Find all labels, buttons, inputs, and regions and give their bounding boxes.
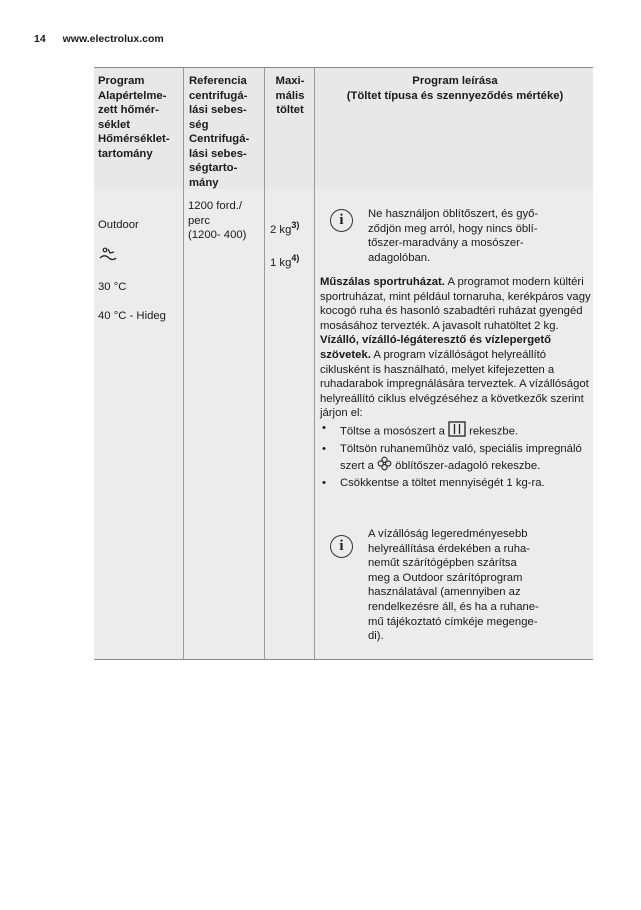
instruction-list [320,421,592,490]
footnote-ref: 4) [291,253,300,264]
max-load-cell [270,203,314,271]
description-paragraph: Vízálló, vízálló-légáteresztő és vízlepergető szövetek. A program vízállóságot helyreállító ciklusként is használható, melyet kifejezetten a ruhadarabok impregnálására terveztek. A vízállóságot helyreállító ciklus elvégzéséhez a következők szerint járjon el: [320,334,589,420]
site-url: www.electrolux.com [62,33,164,45]
max-load-value: 2 kg [270,223,292,236]
info-note: A vízállóság legeredményesebb helyreállítása érdekében a ruha- neműt szárítógépben szárítsa meg a Outdoor szárítóprogram használatával (amennyiben az rendelkezésre áll, és ha a ruhane- mű tájékoztató címkéje megenge- di). [368,528,539,643]
program-description [320,275,592,490]
main-wash-compartment-icon [448,421,466,442]
info-note: Ne használjon öblítőszert, és győ- ződjön meg arról, hogy nincs öblí- tőszer-maradvány a mosószer- adagolóban. [368,208,539,264]
info-icon: i [330,209,353,232]
spin-speed: 1200 ford./ perc (1200- 400) [188,200,247,241]
column-divider [314,189,315,659]
column-header-program: Program Alapértelme- zett hőmér- séklet Hőmérséklet- tartomány [98,75,170,160]
page-header [34,33,164,45]
max-load-value: 1 kg [270,257,292,270]
temperature-range: 40 °C - Hideg [98,309,166,322]
info-icon: i [330,535,353,558]
column-divider [183,68,184,189]
column-header-spin: Referencia centrifugá- lási sebes- ség Centrifugá- lási sebes- ségtarto- mány [189,75,250,189]
program-name: Outdoor [98,218,139,231]
list-item: • Töltse a mosószert a rekeszbe. [320,421,592,442]
list-item: • Csökkentse a töltet mennyiségét 1 kg-ra. [320,476,592,491]
column-divider [264,68,265,189]
page-number: 14 [34,33,46,45]
column-divider [264,189,265,659]
column-header-description: Program leírása (Töltet típusa és szennyeződés mértéke) [346,75,564,102]
list-item: • Töltsön ruhaneműhöz való, speciális impregnáló szert a öblítőszer-adagoló rekeszbe. [320,442,592,476]
table-header [94,67,593,190]
table-row [94,189,593,660]
outdoor-program-icon [98,232,118,265]
program-cell [98,203,182,323]
softener-flower-icon [377,456,392,476]
column-header-load: Maxi- mális töltet [275,75,305,116]
default-temperature: 30 °C [98,280,127,293]
description-paragraph: Műszálas sportruházat. A programot modern kültéri sportruházat, mint például tornaruha, kerékpáros vagy kocogó ruha és hasonló szabadtéri ruházat gyengéd mosásához tervezték. A javasolt ruhatöltet 2 kg. [320,276,591,332]
column-divider [183,189,184,659]
column-divider [314,68,315,189]
footnote-ref: 3) [291,219,300,230]
